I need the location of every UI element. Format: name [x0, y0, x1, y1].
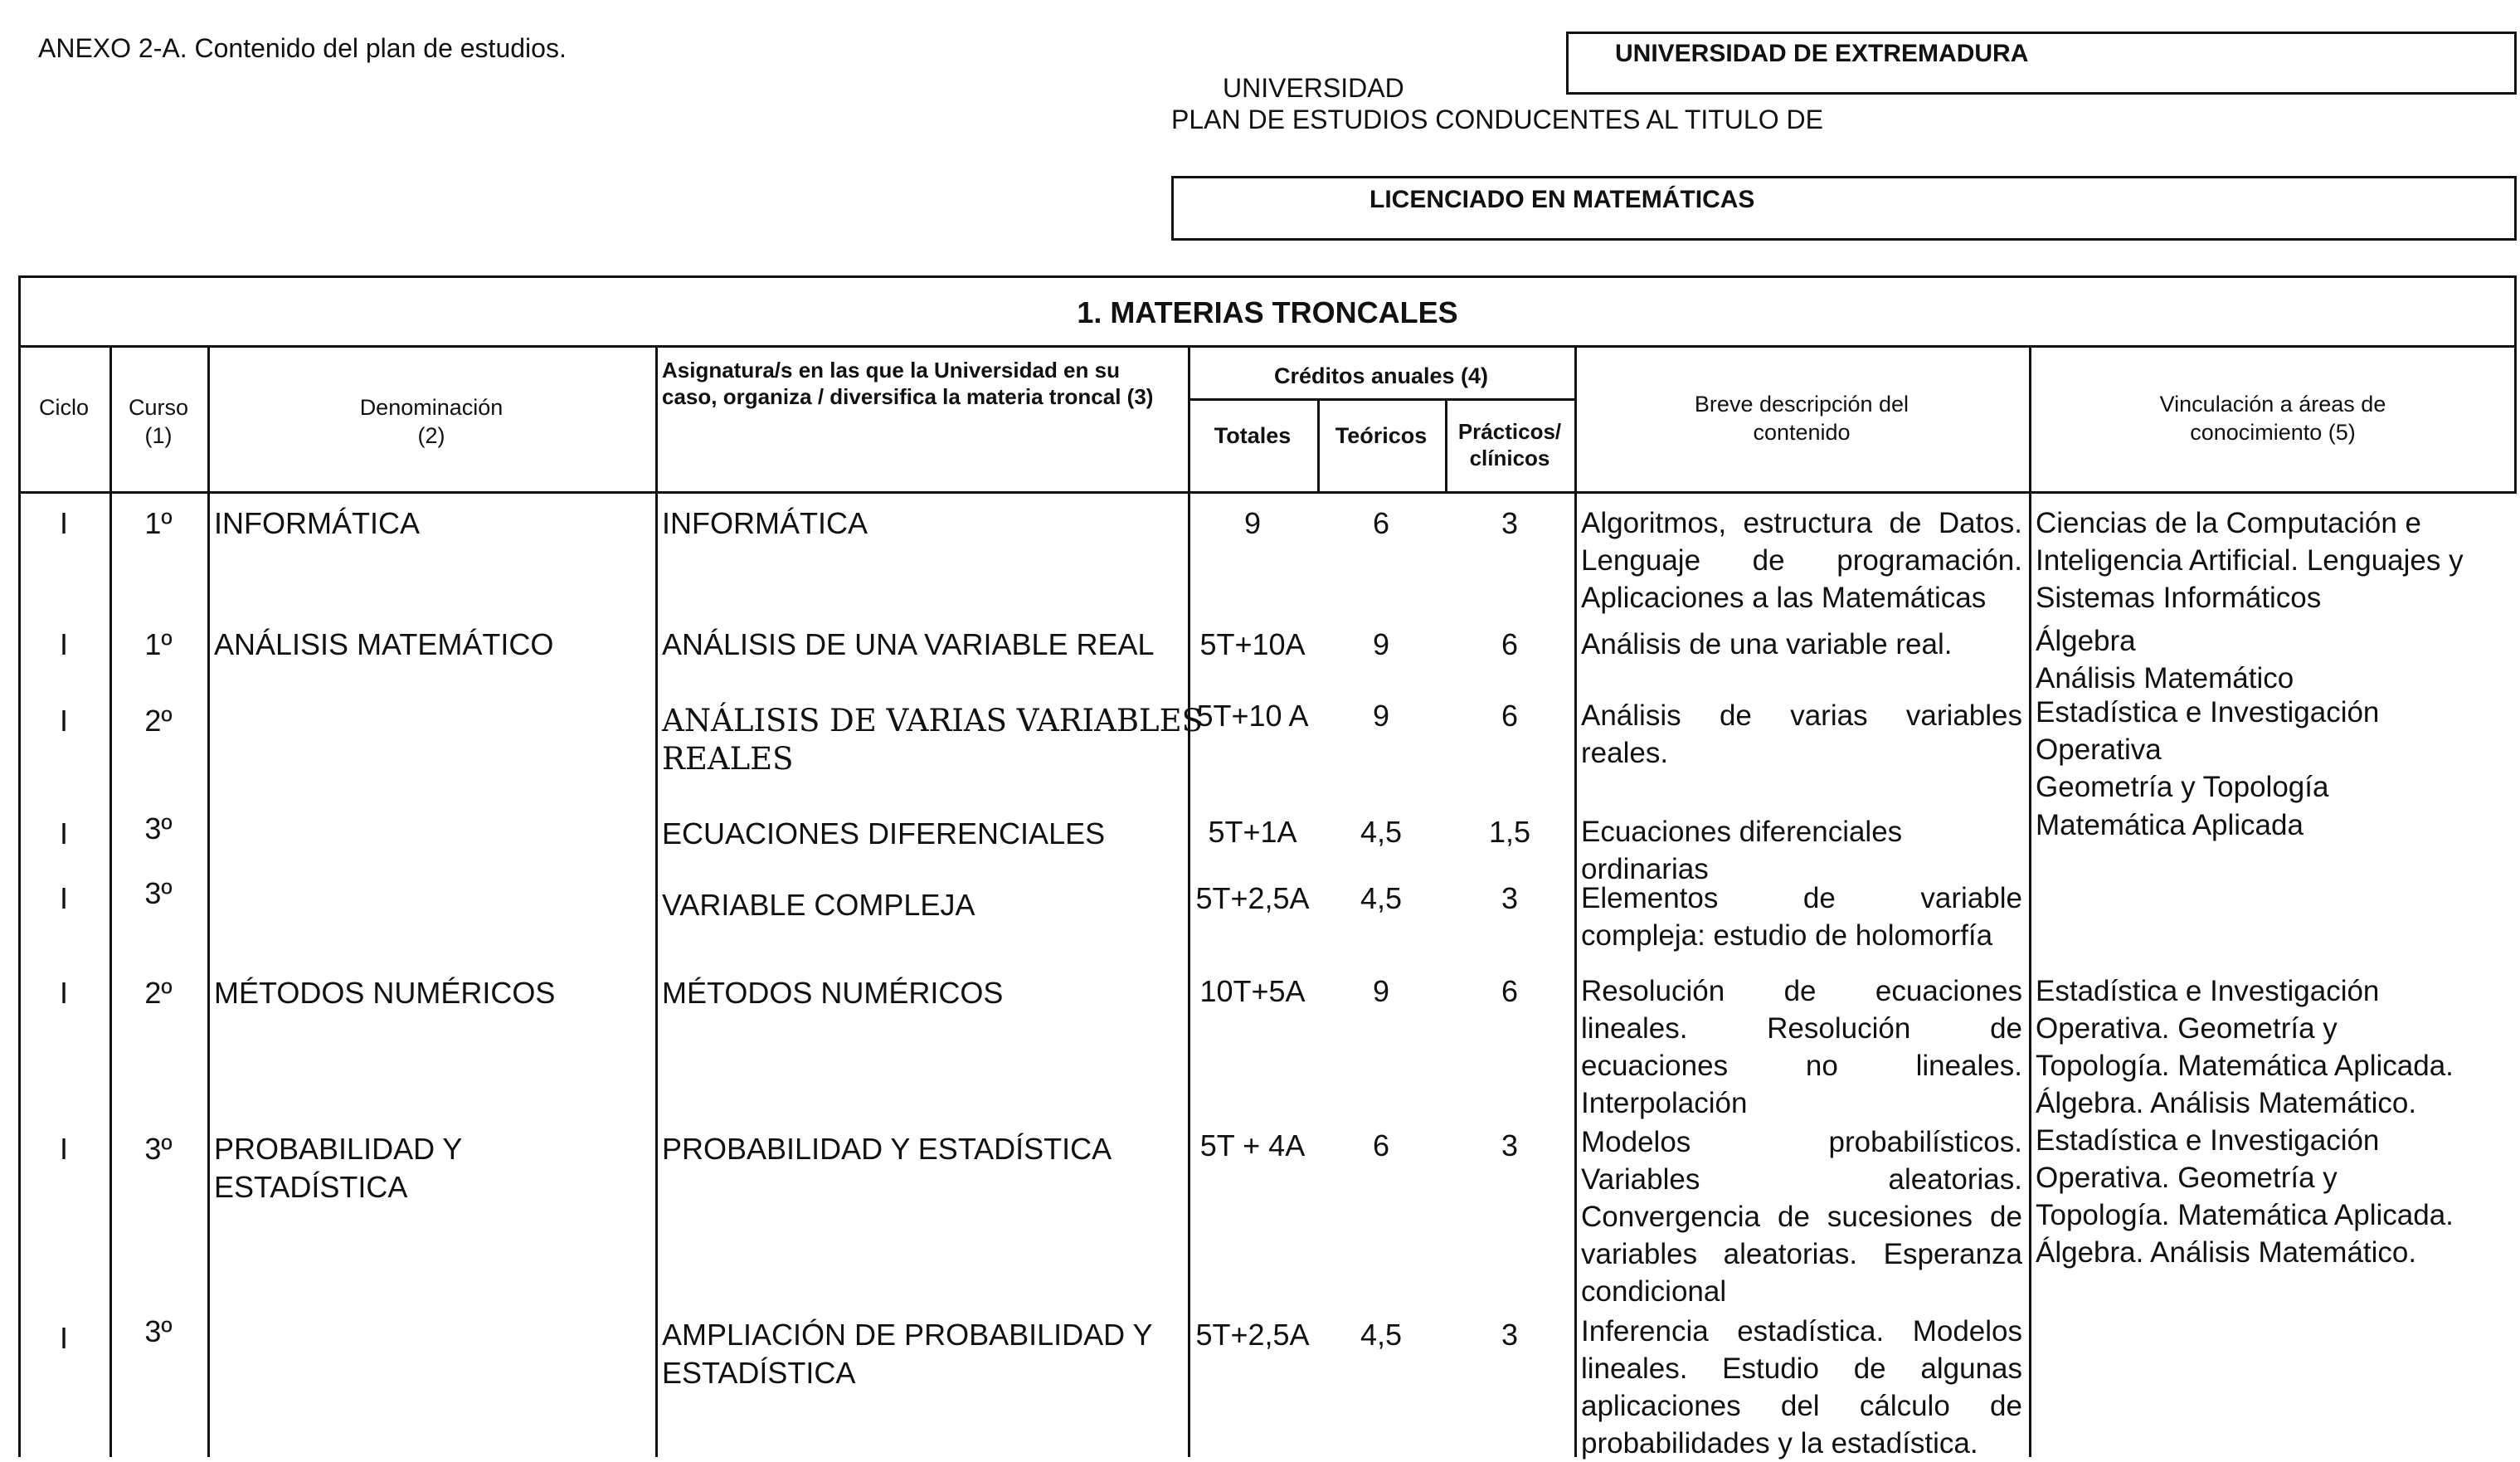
row-3-asignatura: ECUACIONES DIFERENCIALES	[662, 816, 1106, 850]
row-7-practicos: 3	[1501, 1318, 1519, 1352]
row-5-denominacion: MÉTODOS NUMÉRICOS	[214, 976, 556, 1010]
row-4-practicos: 3	[1501, 881, 1519, 915]
row-2-ciclo: I	[59, 704, 68, 738]
row-1-curso: 1º	[144, 627, 173, 661]
col-totales: Totales	[1214, 423, 1292, 448]
row-2-areas: Estadística e Investigación Operativa Geometría y Topología	[2036, 696, 2380, 803]
university-label: UNIVERSIDAD	[1223, 73, 1404, 103]
row-2-teoricos: 9	[1372, 699, 1390, 733]
row-5-asignatura: MÉTODOS NUMÉRICOS	[662, 976, 1004, 1010]
row-7-totales: 5T+2,5A	[1195, 1318, 1310, 1352]
col-curso: Curso (1)	[128, 395, 189, 448]
row-0-totales: 9	[1243, 506, 1262, 540]
row-1-practicos: 6	[1501, 627, 1519, 661]
row-4-curso: 3º	[144, 876, 173, 910]
row-4-teoricos: 4,5	[1360, 881, 1403, 915]
col-teoricos: Teóricos	[1335, 423, 1428, 448]
row-5-curso: 2º	[144, 976, 173, 1010]
row-0-teoricos: 6	[1372, 506, 1390, 540]
col-vinculacion: Vinculación a áreas de conocimiento (5)	[2159, 392, 2386, 445]
row-1-asignatura: ANÁLISIS DE UNA VARIABLE REAL	[662, 627, 1155, 661]
row-7-curso: 3º	[144, 1314, 173, 1348]
row-5-totales: 10T+5A	[1199, 974, 1306, 1008]
row-3-descripcion: Ecuaciones diferenciales ordinarias	[1581, 816, 1903, 885]
row-1-ciclo: I	[59, 627, 68, 661]
row-2-totales: 5T+10 A	[1196, 699, 1309, 733]
row-3-areas: Matemática Aplicada	[2036, 809, 2304, 841]
row-4-descripcion: Elementos de variable compleja: estudio de holomorfía	[1581, 882, 2022, 952]
row-6-areas: Estadística e Investigación Operativa. Geometría y Topología. Matemática Aplicada. Álgebra. Análisis Matemático.	[2036, 1124, 2454, 1269]
row-5-descripcion: Resolución de ecuaciones lineales. Resolución de ecuaciones no lineales. Interpolación	[1581, 975, 2022, 1119]
row-0-asignatura: INFORMÁTICA	[662, 506, 868, 540]
row-6-ciclo: I	[59, 1132, 68, 1166]
row-2-asignatura: ANÁLISIS DE VARIAS VARIABLES REALES	[662, 703, 1203, 777]
row-6-descripcion: Modelos probabilísticos. Variables aleatorias. Convergencia de sucesiones de variables aleatorias. Esperanza condicional	[1581, 1126, 2022, 1308]
row-6-denominacion: PROBABILIDAD Y ESTADÍSTICA	[214, 1132, 463, 1204]
row-3-curso: 3º	[144, 811, 173, 846]
row-4-ciclo: I	[59, 881, 68, 915]
university-box	[1566, 32, 2517, 95]
row-0-denominacion: INFORMÁTICA	[214, 506, 420, 540]
plan-label: PLAN DE ESTUDIOS CONDUCENTES AL TITULO DE	[1171, 105, 1823, 134]
row-1-totales: 5T+10A	[1199, 627, 1306, 661]
col-denominacion: Denominación (2)	[359, 395, 504, 448]
row-0-descripcion: Algoritmos, estructura de Datos. Lenguaje de programación. Aplicaciones a las Matemáticas	[1581, 507, 2022, 614]
row-6-totales: 5T + 4A	[1199, 1128, 1306, 1162]
col-asignatura: Asignatura/s en las que la Universidad en su caso, organiza / diversifica la materia troncal (3)	[662, 358, 1154, 409]
degree-box	[1171, 176, 2517, 241]
col-practicos: Prácticos/ clínicos	[1457, 419, 1562, 470]
row-3-totales: 5T+1A	[1208, 815, 1297, 849]
row-5-practicos: 6	[1501, 974, 1519, 1008]
row-0-curso: 1º	[144, 506, 173, 540]
row-3-ciclo: I	[59, 816, 68, 850]
row-2-curso: 2º	[144, 704, 173, 738]
row-2-practicos: 6	[1501, 699, 1519, 733]
row-2-descripcion: Análisis de varias variables reales.	[1581, 699, 2022, 769]
row-5-areas: Estadística e Investigación Operativa. Geometría y Topología. Matemática Aplicada. Álgebra. Análisis Matemático.	[2036, 975, 2454, 1119]
row-1-descripcion: Análisis de una variable real.	[1581, 628, 1953, 660]
row-1-areas: Álgebra Análisis Matemático	[2036, 625, 2294, 694]
row-7-ciclo: I	[59, 1321, 68, 1355]
row-5-ciclo: I	[59, 976, 68, 1010]
table-title: 1. MATERIAS TRONCALES	[1077, 295, 1458, 329]
row-0-practicos: 3	[1501, 506, 1519, 540]
col-descripcion: Breve descripción del contenido	[1694, 392, 1909, 445]
troncales-table	[18, 275, 2517, 1460]
row-6-practicos: 3	[1501, 1128, 1519, 1162]
row-6-curso: 3º	[144, 1132, 173, 1166]
col-ciclo: Ciclo	[38, 395, 89, 420]
row-4-asignatura: VARIABLE COMPLEJA	[662, 888, 975, 922]
row-6-asignatura: PROBABILIDAD Y ESTADÍSTICA	[662, 1132, 1112, 1166]
row-7-teoricos: 4,5	[1360, 1318, 1403, 1352]
row-4-totales: 5T+2,5A	[1195, 881, 1310, 915]
row-6-teoricos: 6	[1372, 1128, 1390, 1162]
row-3-teoricos: 4,5	[1360, 815, 1403, 849]
row-7-descripcion: Inferencia estadística. Modelos lineales. Estudio de algunas aplicaciones del cálculo de probabilidades y la estadística.	[1581, 1315, 2022, 1460]
row-1-teoricos: 9	[1372, 627, 1390, 661]
col-creditos: Créditos anuales (4)	[1273, 363, 1489, 388]
row-1-denominacion: ANÁLISIS MATEMÁTICO	[214, 627, 554, 661]
row-0-ciclo: I	[59, 506, 68, 540]
degree-name: LICENCIADO EN MATEMÁTICAS	[1369, 186, 1755, 213]
row-7-asignatura: AMPLIACIÓN DE PROBABILIDAD Y ESTADÍSTICA	[662, 1318, 1153, 1390]
row-0-areas: Ciencias de la Computación e Inteligencia Artificial. Lenguajes y Sistemas Informáticos	[2036, 507, 2464, 614]
row-3-practicos: 1,5	[1488, 815, 1531, 849]
row-5-teoricos: 9	[1372, 974, 1390, 1008]
annex-title: ANEXO 2-A. Contenido del plan de estudios.	[38, 33, 567, 63]
university-name: UNIVERSIDAD DE EXTREMADURA	[1615, 40, 2029, 67]
